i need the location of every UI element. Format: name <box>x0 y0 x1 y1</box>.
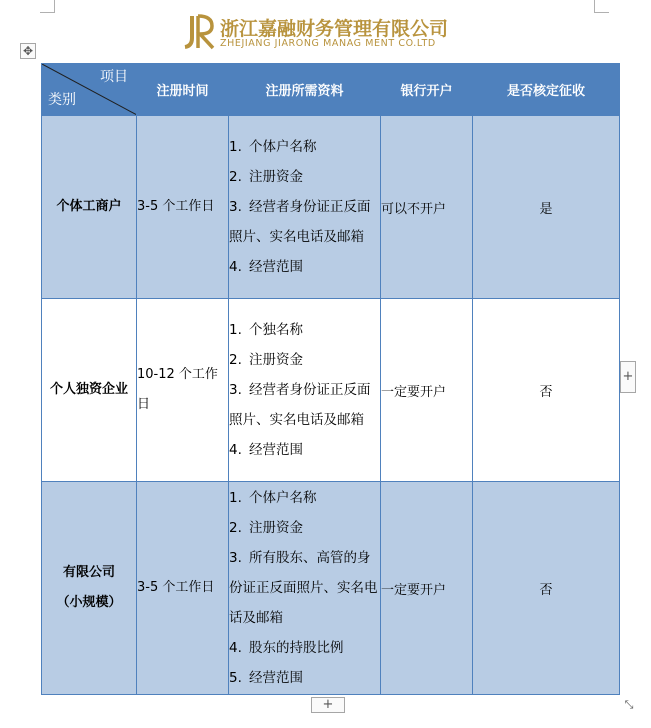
header-corner-item: 项目 <box>100 69 128 85</box>
header-required-materials: 注册所需资料 <box>229 64 381 116</box>
row-materials <box>229 299 381 482</box>
row-bank-account: 一定要开户 <box>381 482 473 695</box>
table-row <box>42 299 620 482</box>
row-category: 个人独资企业 <box>42 299 137 482</box>
header-bank-account: 银行开户 <box>381 64 473 116</box>
row-verified-collection: 是 <box>473 116 620 299</box>
logo-company-name-cn: 浙江嘉融财务管理有限公司 <box>220 18 449 40</box>
row-verified-collection: 否 <box>473 299 620 482</box>
header-registration-time: 注册时间 <box>137 64 229 116</box>
material-item: 2. 注册资金 <box>229 352 303 368</box>
header-diagonal-cell <box>42 64 137 116</box>
header-corner-category: 类别 <box>48 92 76 108</box>
material-item: 2. 注册资金 <box>229 169 303 185</box>
material-item: 1. 个独名称 <box>229 322 303 338</box>
registration-comparison-table <box>41 63 620 695</box>
row-materials <box>229 482 381 695</box>
page-corner-mark-left <box>40 0 55 13</box>
add-column-button[interactable]: + <box>620 361 636 393</box>
row-bank-account: 可以不开户 <box>381 116 473 299</box>
row-category-note: （小规模） <box>56 595 122 610</box>
row-registration-time: 3-5 个工作日 <box>137 116 229 299</box>
table-resize-handle-icon[interactable]: ⤡ <box>624 698 634 711</box>
row-category: 个体工商户 <box>42 116 137 299</box>
material-item: 4. 经营范围 <box>229 442 303 458</box>
material-item: 3. 所有股东、高管的身份证正反面照片、实名电话及邮箱 <box>229 550 378 626</box>
row-registration-time: 10-12 个工作日 <box>137 299 229 482</box>
table-row <box>42 116 620 299</box>
table-move-handle-icon[interactable]: ✥ <box>20 43 36 59</box>
material-item: 1. 个体户名称 <box>229 139 317 155</box>
material-item: 3. 经营者身份证正反面照片、实名电话及邮箱 <box>229 199 371 245</box>
logo-mark-icon <box>182 12 216 52</box>
material-item: 2. 注册资金 <box>229 520 303 536</box>
logo-company-name-en: ZHEJIANG JIARONG MANAG MENT CO.LTD <box>220 38 436 49</box>
table-row <box>42 482 620 695</box>
row-category-name: 有限公司 <box>62 565 115 580</box>
material-item: 3. 经营者身份证正反面照片、实名电话及邮箱 <box>229 382 371 428</box>
row-registration-time: 3-5 个工作日 <box>137 482 229 695</box>
add-row-button[interactable]: + <box>311 697 345 713</box>
page-corner-mark-right <box>594 0 609 13</box>
table-header-row <box>42 64 620 116</box>
company-logo <box>182 12 472 52</box>
row-verified-collection: 否 <box>473 482 620 695</box>
material-item: 4. 股东的持股比例 <box>229 640 344 656</box>
row-category <box>42 482 137 695</box>
material-item: 5. 经营范围 <box>229 670 303 686</box>
material-item: 1. 个体户名称 <box>229 490 317 506</box>
row-materials <box>229 116 381 299</box>
header-verified-collection: 是否核定征收 <box>473 64 620 116</box>
row-bank-account: 一定要开户 <box>381 299 473 482</box>
material-item: 4. 经营范围 <box>229 259 303 275</box>
